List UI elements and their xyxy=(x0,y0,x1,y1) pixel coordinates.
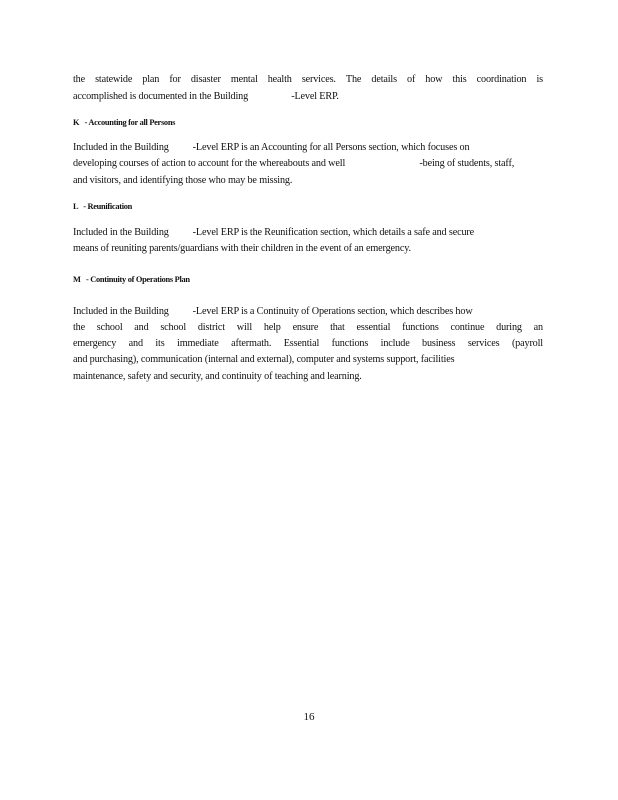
word: ensure xyxy=(292,322,319,333)
word: functions xyxy=(402,322,439,333)
word: this xyxy=(452,74,467,85)
word: the xyxy=(73,74,85,85)
section-m-line2 xyxy=(73,321,543,334)
word: functions xyxy=(331,338,369,349)
word: essential xyxy=(356,322,391,333)
page-number: 16 xyxy=(303,711,315,723)
word: the xyxy=(73,322,85,333)
word: of xyxy=(407,74,416,85)
word: coordination xyxy=(476,74,527,85)
section-m-heading: M - Continuity of Operations Plan xyxy=(73,275,190,284)
word: (payroll xyxy=(511,338,543,349)
para1-line2: accomplished is documented in the Building -Level ERP. xyxy=(73,91,339,102)
section-m-line5: maintenance, safety and security, and continuity of teaching and learning. xyxy=(73,371,362,382)
word: business xyxy=(422,338,456,349)
section-k-heading: K - Accounting for all Persons xyxy=(73,118,176,127)
word: details xyxy=(371,74,397,85)
word: that xyxy=(330,322,345,333)
section-m-line1: Included in the Building -Level ERP is a Continuity of Operations section, which describes how xyxy=(73,306,473,317)
word: its xyxy=(155,338,165,349)
word: plan xyxy=(142,74,160,85)
section-m-line4: and purchasing), communication (internal and external), computer and systems support, facilities xyxy=(73,354,455,365)
word: emergency xyxy=(73,338,117,349)
word: for xyxy=(169,74,181,85)
section-k-line2: developing courses of action to account for the whereabouts and well -being of students, staff, xyxy=(73,158,515,169)
section-k-line1: Included in the Building -Level ERP is an Accounting for all Persons section, which focuses on xyxy=(73,142,470,153)
word: mental xyxy=(230,74,258,85)
word: during xyxy=(496,322,522,333)
section-l-line2: means of reuniting parents/guardians with their children in the event of an emergency. xyxy=(73,243,411,254)
word: statewide xyxy=(95,74,133,85)
word: school xyxy=(160,322,187,333)
section-l-line1: Included in the Building -Level ERP is the Reunification section, which details a safe and secure xyxy=(73,227,475,238)
section-m-line3 xyxy=(73,337,543,350)
word: is xyxy=(536,74,543,85)
word: aftermath. xyxy=(231,338,272,349)
section-k-line3: and visitors, and identifying those who may be missing. xyxy=(73,175,293,186)
word: disaster xyxy=(190,74,221,85)
word: and xyxy=(134,322,149,333)
word: school xyxy=(96,322,123,333)
word: health xyxy=(267,74,292,85)
word: services. xyxy=(301,74,336,85)
word: The xyxy=(345,74,362,85)
word: how xyxy=(425,74,443,85)
word: services xyxy=(467,338,500,349)
word: help xyxy=(263,322,281,333)
word: an xyxy=(533,322,543,333)
word: and xyxy=(128,338,143,349)
word: will xyxy=(236,322,253,333)
section-l-heading: L - Reunification xyxy=(73,202,132,211)
word: include xyxy=(380,338,410,349)
word: Essential xyxy=(283,338,320,349)
word: immediate xyxy=(177,338,219,349)
word: continue xyxy=(450,322,485,333)
para1-line1 xyxy=(73,73,543,86)
word: district xyxy=(197,322,225,333)
